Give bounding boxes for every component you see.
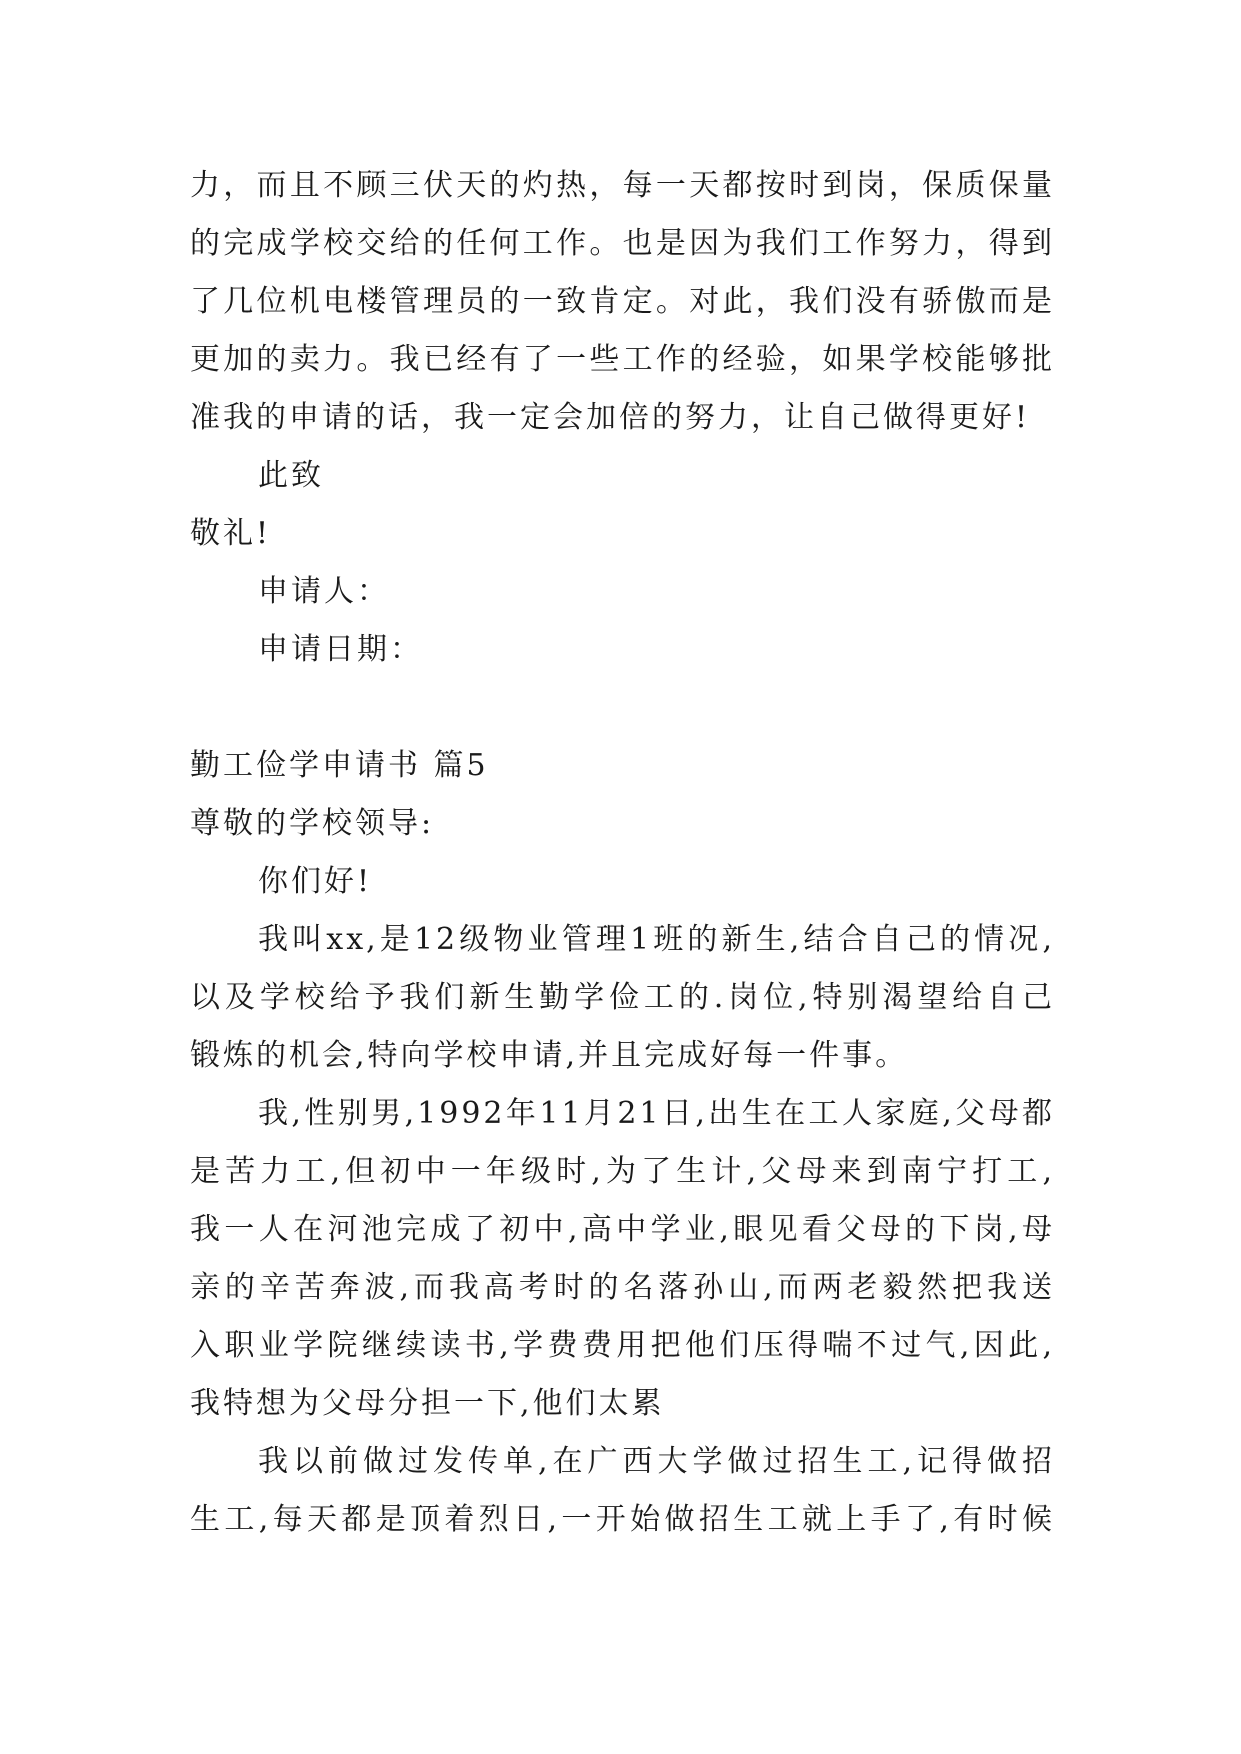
text-line-13: 我叫xx,是12级物业管理1班的新生,结合自己的情况,: [258, 922, 1055, 957]
text-line-18: 我一人在河池完成了初中,高中学业,眼见看父母的下岗,母: [190, 1212, 1055, 1247]
text-line-4: 更加的卖力。我已经有了一些工作的经验，如果学校能够批: [190, 342, 1055, 377]
closing-regards: 敬礼!: [190, 516, 272, 551]
text-line-23: 生工,每天都是顶着烈日,一开始做招生工就上手了,有时候: [190, 1502, 1055, 1537]
applicant-label: 申请人：: [258, 574, 390, 609]
text-line-16: 我,性别男,1992年11月21日,出生在工人家庭,父母都: [258, 1096, 1055, 1131]
text-line-21: 我特想为父母分担一下,他们太累: [190, 1386, 665, 1421]
hello-line: 你们好!: [258, 864, 373, 899]
text-line-20: 入职业学院继续读书,学费费用把他们压得喘不过气,因此,: [190, 1328, 1055, 1363]
text-line-14: 以及学校给予我们新生勤学俭工的.岗位,特别渴望给自己: [190, 980, 1055, 1015]
text-line-3: 了几位机电楼管理员的一致肯定。对此，我们没有骄傲而是: [190, 284, 1055, 319]
text-line-15: 锻炼的机会,特向学校申请,并且完成好每一件事。: [190, 1038, 909, 1073]
section-title: 勤工俭学申请书 篇5: [190, 748, 489, 783]
text-line-22: 我以前做过发传单,在广西大学做过招生工,记得做招: [258, 1444, 1055, 1479]
text-line-19: 亲的辛苦奔波,而我高考时的名落孙山,而两老毅然把我送: [190, 1270, 1055, 1305]
text-line-1: 力，而且不顾三伏天的灼热，每一天都按时到岗，保质保量: [190, 168, 1055, 203]
text-line-2: 的完成学校交给的任何工作。也是因为我们工作努力，得到: [190, 226, 1055, 261]
application-date-label: 申请日期：: [258, 632, 423, 667]
text-line-17: 是苦力工,但初中一年级时,为了生计,父母来到南宁打工,: [190, 1154, 1055, 1189]
closing-salutation: 此致: [258, 458, 324, 493]
text-line-5: 准我的申请的话，我一定会加倍的努力，让自己做得更好!: [190, 400, 1031, 435]
recipient-greeting: 尊敬的学校领导:: [190, 806, 435, 841]
